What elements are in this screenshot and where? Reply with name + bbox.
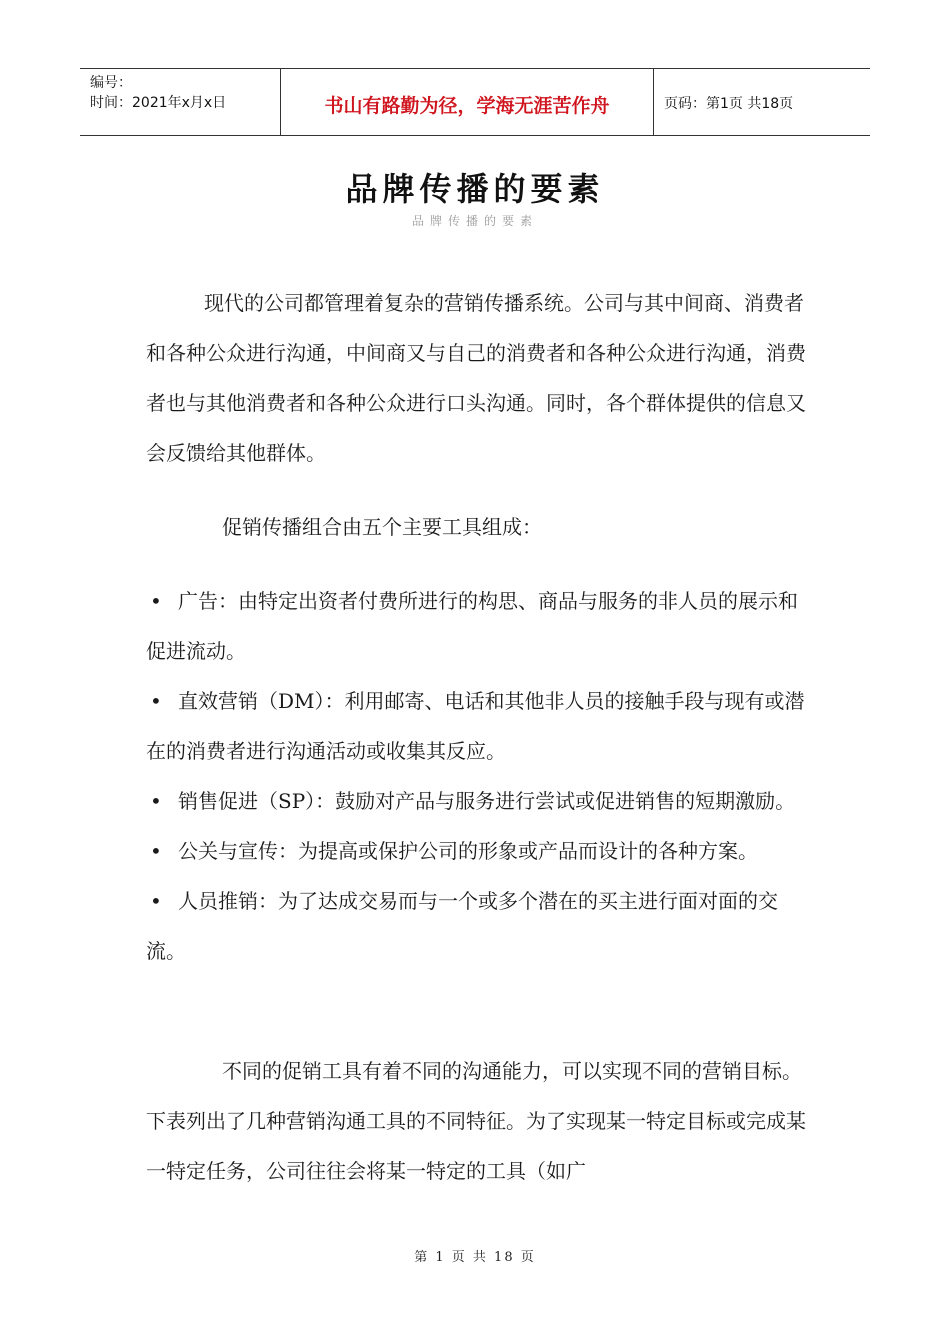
- paragraph-closing: 不同的促销工具有着不同的沟通能力，可以实现不同的营销目标。下表列出了几种营销沟通工具的不同特征。为了实现某一特定目标或完成某一特定任务，公司往往会将某一特定的工具（如广: [146, 1059, 806, 1183]
- document-number-label: 编号：: [90, 75, 132, 91]
- bullet-symbol: •: [150, 839, 162, 863]
- paragraph-intro: 现代的公司都管理着复杂的营销传播系统。公司与其中间商、消费者和各种公众进行沟通，中间商又与自己的消费者和各种公众进行沟通，消费者也与其他消费者和各种公众进行口头沟通。同时，各个群体提供的信息又会反馈给其他群体。: [146, 291, 806, 465]
- bullet-symbol: •: [150, 889, 162, 913]
- paragraph-tools-heading: 促销传播组合由五个主要工具组成：: [222, 515, 542, 539]
- document-subtitle: 品牌传播的要素: [411, 214, 538, 228]
- list-item-text: 销售促进（SP）：鼓励对产品与服务进行尝试或促进销售的短期激励。: [178, 789, 796, 813]
- bullet-symbol: •: [150, 689, 162, 713]
- header-meta-cell: [80, 69, 281, 135]
- list-item-text: 人员推销：为了达成交易而与一个或多个潜在的买主进行面对面的交流。: [146, 889, 778, 963]
- list-item: [146, 576, 814, 676]
- list-item-text: 公关与宣传：为提高或保护公司的形象或产品而设计的各种方案。: [178, 839, 758, 863]
- list-item-text: 直效营销（DM）：利用邮寄、电话和其他非人员的接触手段与现有或潜在的消费者进行沟通活动或收集其反应。: [146, 689, 805, 763]
- list-item: [146, 776, 814, 826]
- bullet-symbol: •: [150, 589, 162, 613]
- bullet-list: [146, 576, 814, 976]
- list-item-text: 广告：由特定出资者付费所进行的构思、商品与服务的非人员的展示和促进流动。: [146, 589, 798, 663]
- document-title: 品牌传播的要素: [345, 170, 605, 208]
- list-item: [146, 676, 814, 776]
- bullet-symbol: •: [150, 789, 162, 813]
- paragraph-intro-block: [146, 278, 814, 478]
- list-item: [146, 876, 814, 976]
- list-item: [146, 826, 814, 876]
- paragraph-closing-block: [146, 1046, 814, 1196]
- document-header: [80, 68, 870, 136]
- document-date: 时间：2021年x月x日: [90, 95, 227, 111]
- paragraph-tools-block: [146, 502, 814, 552]
- header-motto: 书山有路勤为径，学海无涯苦作舟: [281, 69, 654, 135]
- page-footer: 第 1 页 共 18 页: [414, 1250, 536, 1265]
- header-page-info: 页码：第1页 共18页: [664, 96, 794, 112]
